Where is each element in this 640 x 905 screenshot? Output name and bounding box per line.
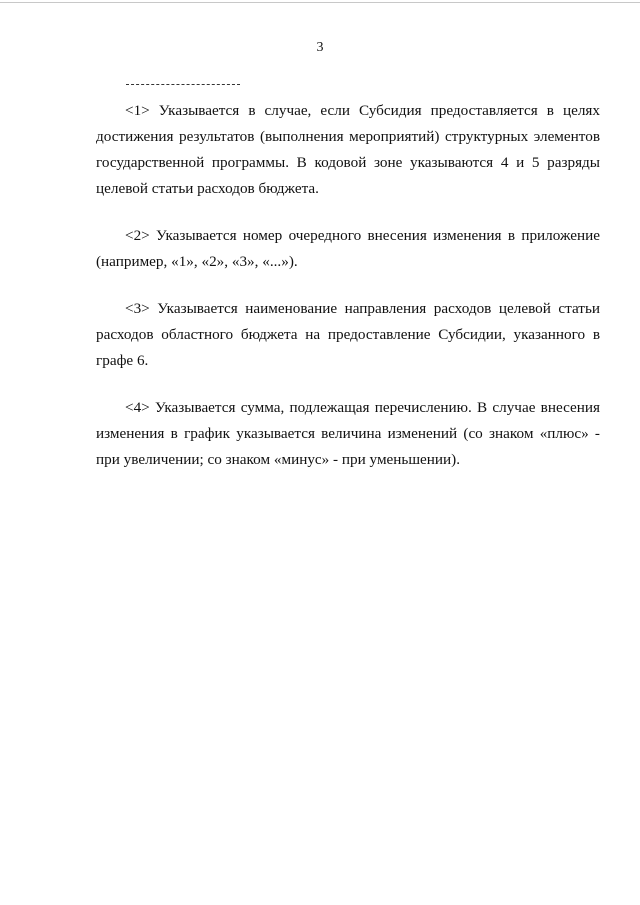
page-number: 3 bbox=[316, 40, 324, 55]
footnote-4: <4> Указывается сумма, подлежащая перечислению. В случае внесения изменения в график указывается величина изменений (со знаком «плюс» - при увеличении; со знаком «минус» - при уменьшении). bbox=[96, 399, 600, 468]
footnote-separator bbox=[126, 84, 240, 85]
footnote-2: <2> Указывается номер очередного внесения изменения в приложение (например, «1», «2», «3», «...»). bbox=[96, 227, 600, 270]
footnotes bbox=[96, 98, 600, 473]
scan-top-edge bbox=[0, 2, 640, 3]
footnote-3: <3> Указывается наименование направления расходов целевой статьи расходов областного бюджета на предоставление Субсидии, указанного в графе 6. bbox=[96, 300, 600, 369]
footnote-1: <1> Указывается в случае, если Субсидия предоставляется в целях достижения результатов (выполнения мероприятий) структурных элементов государственной программы. В кодовой зоне указываются 4 и 5 разряды целевой статьи расходов бюджета. bbox=[96, 102, 600, 197]
